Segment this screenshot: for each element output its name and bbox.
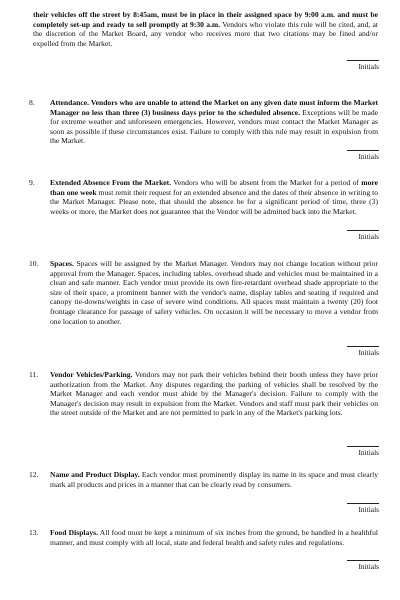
section-number: 12.: [29, 470, 39, 479]
text-run: Each vendor must prominently display its name in its space and must clearly mark all products and prices in a manner that can be clearly read by consumers.: [50, 470, 378, 489]
section-8-attendance: [29, 98, 378, 146]
section-paragraph: [33, 10, 378, 48]
text-run: must remit their request for an extended absence and the dates of their absence in writing to the Market Manager. Please note, that should the absence be for a significant period of time, three (3) weeks or more, the Market does not guarantee that the Vendor will be admitted back into the Market.: [50, 187, 378, 216]
section-number: 8.: [29, 98, 35, 107]
section-continued: [33, 10, 378, 48]
section-paragraph: [29, 370, 379, 418]
section-paragraph: [29, 259, 378, 326]
initials-line[interactable]: Initials: [347, 150, 379, 161]
initials-line[interactable]: Initials: [347, 446, 379, 457]
initials-line[interactable]: Initials: [347, 230, 379, 241]
initials-line[interactable]: Initials: [347, 346, 379, 357]
section-paragraph: [29, 470, 378, 489]
section-paragraph: [29, 98, 378, 146]
text-run-bold: Spaces.: [50, 259, 74, 268]
section-paragraph: [29, 178, 378, 216]
text-run-bold: Attendance. Vendors who are unable to attend the Market on any given date must inform the Market Manager no less than three (3) business days prior to the scheduled absence.: [50, 98, 378, 117]
text-run: Vendors who will be absent from the Market for a period of: [171, 178, 362, 187]
text-run: Spaces will be assigned by the Market Manager. Vendors may not change location without prior approval from the Manager. Spaces, including tables, overhead shade and vehicles must be maintained in a clean and safe manner. Each vendor must provide its own fire-retardant overhead shade appropriate to the size of their space, a prominent banner with the vendor's name, display tables and seating if required and canopy tie-downs/weights in case of severe wind conditions. All spaces must maintain a twenty (20) foot frontage clearance for passage of safety vehicles. On occasion it will be necessary to move a vendor from one location to another.: [50, 259, 378, 326]
section-10-spaces: [29, 259, 378, 326]
text-run: Exceptions will be made for extreme weather and unforeseen emergencies. However, vendors must contact the Market Manager as soon as possible if these circumstances exist. Failure to comply with this rule may result in expulsion from the Market.: [50, 107, 378, 146]
text-run-bold: Vendor Vehicles/Parking.: [50, 370, 133, 379]
section-11-vendor-vehicles: [29, 370, 379, 418]
initials-line[interactable]: Initials: [347, 503, 379, 514]
section-number: 13.: [29, 528, 39, 537]
text-run: Vendors may not park their vehicles behind their booth unless they have prior authorization from the Market. Any disputes regarding the parking of vehicles shall be resolved by the Market Manager and each vendor must abide by the Manager's decision. Failure to comply with the Manager's decision may result in expulsion from the Market. Vendors and staff must park their vehicles on the street outside of the Market and are not permitted to park in any of the Market's parking lots.: [50, 370, 379, 418]
section-12-name-product-display: [29, 470, 378, 489]
section-13-food-displays: [29, 528, 378, 547]
initials-line[interactable]: Initials: [347, 560, 379, 571]
section-9-extended-absence: [29, 178, 378, 216]
section-paragraph: [29, 528, 378, 547]
initials-line[interactable]: Initials: [347, 60, 379, 71]
text-run-bold: more than one week: [50, 178, 378, 197]
section-number: 10.: [29, 259, 39, 268]
section-number: 9.: [29, 178, 35, 187]
text-run-bold: Extended Absence From the Market.: [50, 178, 172, 187]
text-run: All food must be kept a minimum of six inches from the ground, be handled in a healthful manner, and must comply with all local, state and federal health and safety rules and regulations.: [50, 528, 378, 547]
text-run: Vendors who violate this rule will be cited, and, at the discretion of the Market Board, any vendor who receives more that two citations may be fined and/or expelled from the Market.: [33, 19, 379, 48]
text-run-bold: their vehicles off the street by 8:45am, must be in place in their assigned space by 9:00 a.m. and must be completely set-up and ready to sell promptly at 9:30 a.m.: [33, 10, 378, 29]
section-number: 11.: [29, 370, 39, 379]
text-run-bold: Food Displays.: [50, 528, 98, 537]
text-run-bold: Name and Product Display.: [50, 470, 140, 479]
